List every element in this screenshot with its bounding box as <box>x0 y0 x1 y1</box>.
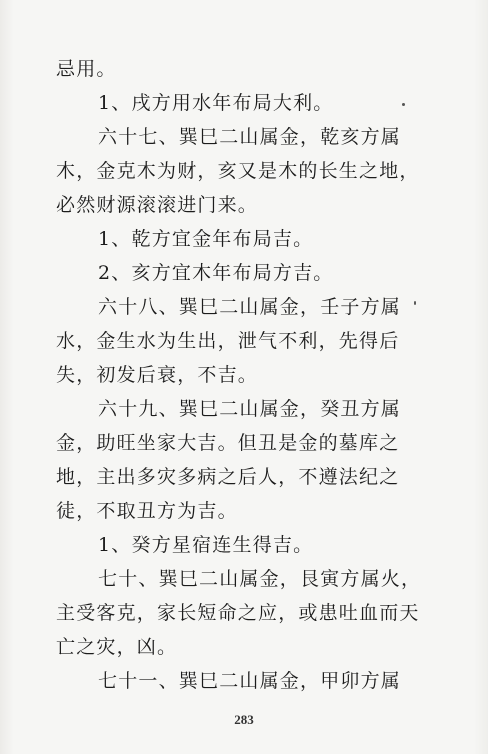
text-line: 地，主出多灾多病之后人，不遵法纪之 <box>56 466 400 488</box>
text-line: 亡之灾，凶。 <box>56 636 178 658</box>
text-line: 必然财源滚滚进门来。 <box>56 194 259 216</box>
text-line: 1、乾方宜金年布局吉。 <box>98 228 314 250</box>
text-line: 六十九、巽巳二山属金，癸丑方属 <box>98 398 402 420</box>
text-line: 1、癸方星宿连生得吉。 <box>98 534 314 556</box>
text-line: 1、戌方用水年布局大利。 <box>98 92 334 114</box>
text-line: 六十八、巽巳二山属金，壬子方属 <box>98 296 402 318</box>
text-line: 木，金克木为财，亥又是木的长生之地， <box>56 160 420 182</box>
page-number: 283 <box>234 712 254 727</box>
text-line: 忌用。 <box>56 58 117 80</box>
text-line: 七十、巽巳二山属金，艮寅方属火， <box>98 568 422 590</box>
text-line: 水，金生水为生出，泄气不利，先得后 <box>56 330 400 352</box>
scan-speck <box>414 301 416 305</box>
text-line: 主受客克，家长短命之应，或患吐血而天 <box>56 602 420 624</box>
text-line: 失，初发后衰，不吉。 <box>56 364 259 386</box>
text-line: 七十一、巽巳二山属金，甲卯方属 <box>98 670 402 692</box>
text-line: 金，助旺坐家大吉。但丑是金的墓库之 <box>56 432 400 454</box>
text-line: 六十七、巽巳二山属金，乾亥方属 <box>98 126 402 148</box>
text-line: 徒，不取丑方为吉。 <box>56 500 238 522</box>
text-line: 2、亥方宜木年布局方吉。 <box>98 262 334 284</box>
scan-speck <box>402 103 405 106</box>
